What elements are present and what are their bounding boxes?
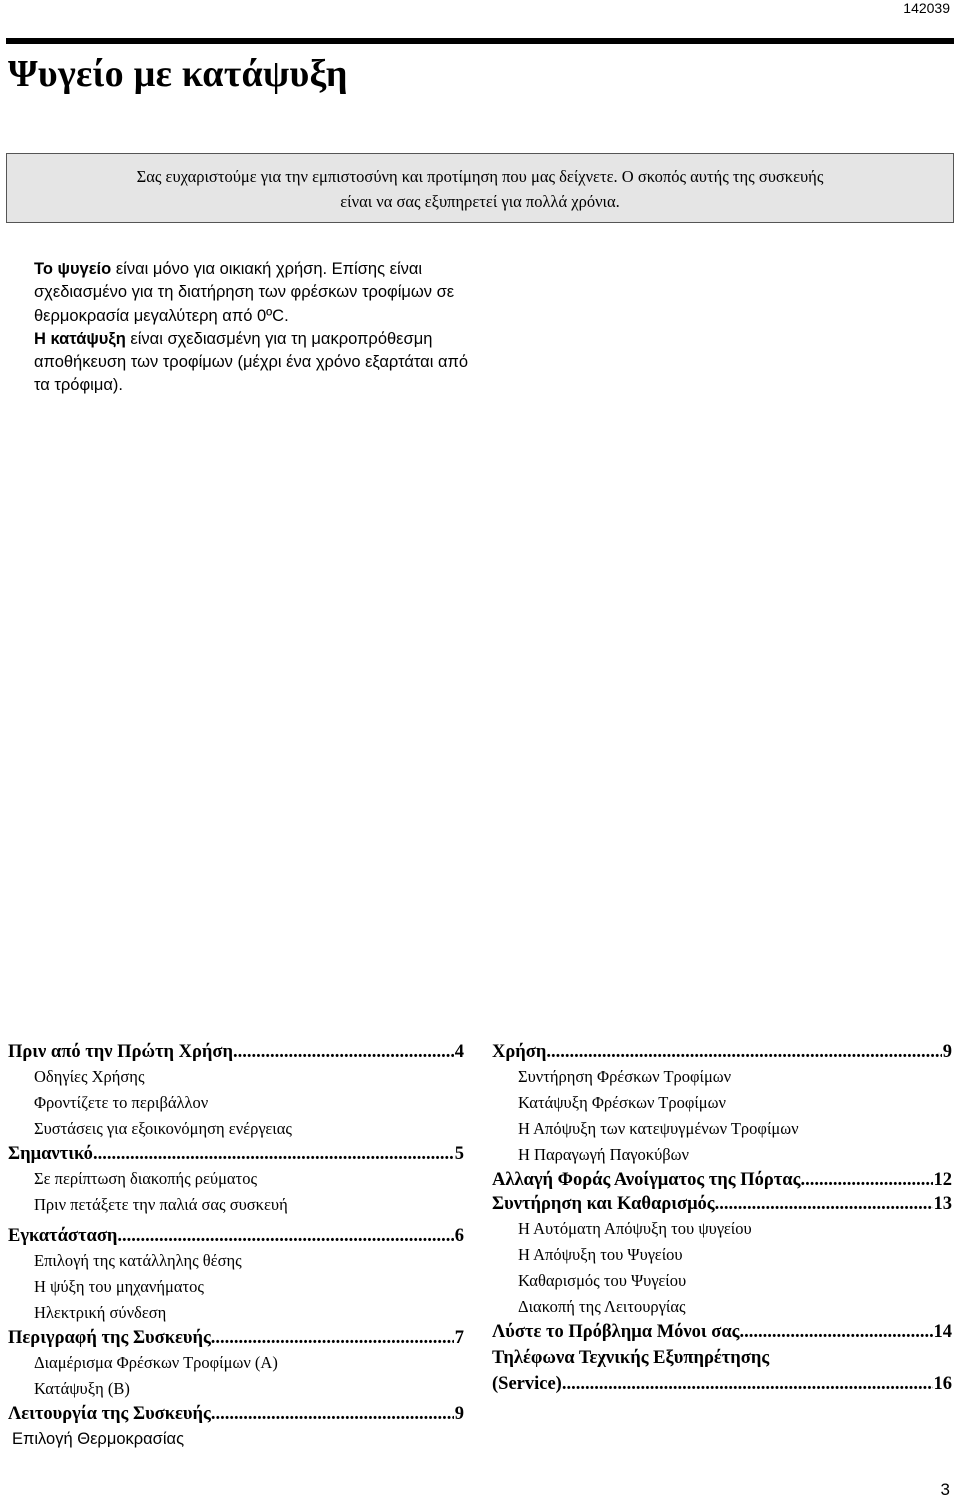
toc-entry-page: 14 <box>933 1322 952 1342</box>
toc-entry-label: Χρήση <box>492 1042 547 1062</box>
toc-sub-item[interactable]: Πριν πετάξετε την παλιά σας συσκευή <box>34 1195 288 1214</box>
toc-entry-label: Σημαντικό <box>8 1144 93 1164</box>
document-id: 142039 <box>903 0 950 16</box>
toc-sub-item[interactable]: Ηλεκτρική σύνδεση <box>34 1303 167 1322</box>
toc-sub-item[interactable]: Επιλογή Θερμοκρασίας <box>12 1430 185 1448</box>
toc-sub-item[interactable]: Κατάψυξη (B) <box>34 1379 130 1398</box>
toc-entry-use[interactable] <box>492 1040 952 1064</box>
intro-fridge-text: είναι μόνο για οικιακή χρήση. Επίσης είναι σχεδιασμένο για τη διατήρηση των φρέσκων τροφίμων σε θερμοκρασία μεγαλύτερη από 0ºC. <box>34 260 455 325</box>
toc-left-column <box>8 1040 464 1452</box>
toc-entry-service-phones-line1[interactable] <box>492 1346 952 1370</box>
header-rule <box>6 38 954 44</box>
toc-entry-before-first-use[interactable] <box>8 1040 464 1064</box>
toc-entry-important[interactable] <box>8 1142 464 1166</box>
page-number: 3 <box>940 1480 950 1499</box>
toc-sub-item[interactable]: Διακοπή της Λειτουργίας <box>518 1297 686 1316</box>
toc-entry-installation[interactable] <box>8 1224 464 1248</box>
thanks-line-2: είναι να σας εξυπηρετεί για πολλά χρόνια. <box>340 192 620 211</box>
page-title: Ψυγείο με κατάψυξη <box>8 53 348 95</box>
toc-sub-item[interactable]: Η ψύξη του μηχανήματος <box>34 1277 204 1296</box>
toc-entry-page: 12 <box>933 1170 952 1190</box>
toc-sub-item[interactable]: Καθαρισμός του Ψυγείου <box>518 1271 687 1290</box>
toc-sub-item[interactable]: Η Αυτόματη Απόψυξη του ψυγείου <box>518 1219 752 1238</box>
toc-entry-operation[interactable] <box>8 1402 464 1426</box>
toc-entry-label: Λειτουργία της Συσκευής <box>8 1404 211 1424</box>
intro-paragraph-freezer <box>34 328 474 398</box>
toc-entry-page: 16 <box>933 1374 952 1394</box>
toc-entry-label: Συντήρηση και Καθαρισμός <box>492 1194 715 1214</box>
toc-sub-item[interactable]: Οδηγίες Χρήσης <box>34 1067 145 1086</box>
toc-sub-item[interactable]: Επιλογή της κατάλληλης θέσης <box>34 1251 242 1270</box>
toc-sub-item[interactable]: Η Παραγωγή Παγοκύβων <box>518 1145 689 1164</box>
toc-entry-door-reversal[interactable] <box>492 1168 952 1192</box>
toc-sub-item[interactable]: Η Απόψυξη του Ψυγείου <box>518 1245 683 1264</box>
toc-sub-item[interactable]: Η Απόψυξη των κατεψυγμένων Τροφίμων <box>518 1119 799 1138</box>
toc-entry-label: Περιγραφή της Συσκευής <box>8 1328 211 1348</box>
intro-paragraph-fridge <box>34 258 474 328</box>
toc-right-column <box>492 1040 952 1396</box>
toc-entry-page: 6 <box>454 1226 464 1246</box>
intro-freezer-term: Η κατάψυξη <box>34 329 126 348</box>
toc-entry-page: 4 <box>454 1042 464 1062</box>
toc-entry-label: Αλλαγή Φοράς Ανοίγματος της Πόρτας <box>492 1170 801 1190</box>
intro-text <box>34 258 474 398</box>
toc-entry-page: 7 <box>454 1328 464 1348</box>
toc-entry-troubleshooting[interactable] <box>492 1320 952 1344</box>
intro-freezer-text: είναι σχεδιασμένη για τη μακροπρόθεσμη αποθήκευση των τροφίμων (μέχρι ένα χρόνο εξαρτάται από τα τρόφιμα). <box>34 329 469 395</box>
toc-entry-label: Λύστε το Πρόβλημα Μόνοι σας <box>492 1322 740 1342</box>
toc-sub-item[interactable]: Διαμέρισμα Φρέσκων Τροφίμων (A) <box>34 1353 278 1372</box>
toc-sub-item[interactable]: Συστάσεις για εξοικονόμηση ενέργειας <box>34 1119 292 1138</box>
thanks-box <box>6 153 954 223</box>
toc-entry-label: (Service) <box>492 1374 562 1394</box>
toc-entry-maintenance-cleaning[interactable] <box>492 1192 952 1216</box>
toc-entry-page: 9 <box>942 1042 952 1062</box>
toc-entry-page: 5 <box>454 1144 464 1164</box>
toc-entry-service-phones[interactable] <box>492 1372 952 1396</box>
toc-entry-label: Πριν από την Πρώτη Χρήση <box>8 1042 233 1062</box>
intro-fridge-term: Το ψυγείο <box>34 260 112 278</box>
toc-entry-page: 13 <box>933 1194 952 1214</box>
toc-sub-item[interactable]: Συντήρηση Φρέσκων Τροφίμων <box>518 1067 732 1086</box>
toc-sub-item[interactable]: Φροντίζετε το περιβάλλον <box>34 1093 209 1112</box>
thanks-line-1: Σας ευχαριστούμε για την εμπιστοσύνη και προτίμηση που μας δείχνετε. Ο σκοπός αυτής της συσκευής <box>136 167 824 186</box>
toc-entry-label: Εγκατάσταση <box>8 1226 118 1246</box>
toc-entry-appliance-description[interactable] <box>8 1326 464 1350</box>
toc-entry-page: 9 <box>454 1404 464 1424</box>
toc-sub-item[interactable]: Κατάψυξη Φρέσκων Τροφίμων <box>518 1093 726 1112</box>
toc-entry-label: Τηλέφωνα Τεχνικής Εξυπηρέτησης <box>492 1348 770 1368</box>
toc-sub-item[interactable]: Σε περίπτωση διακοπής ρεύματος <box>34 1169 257 1188</box>
